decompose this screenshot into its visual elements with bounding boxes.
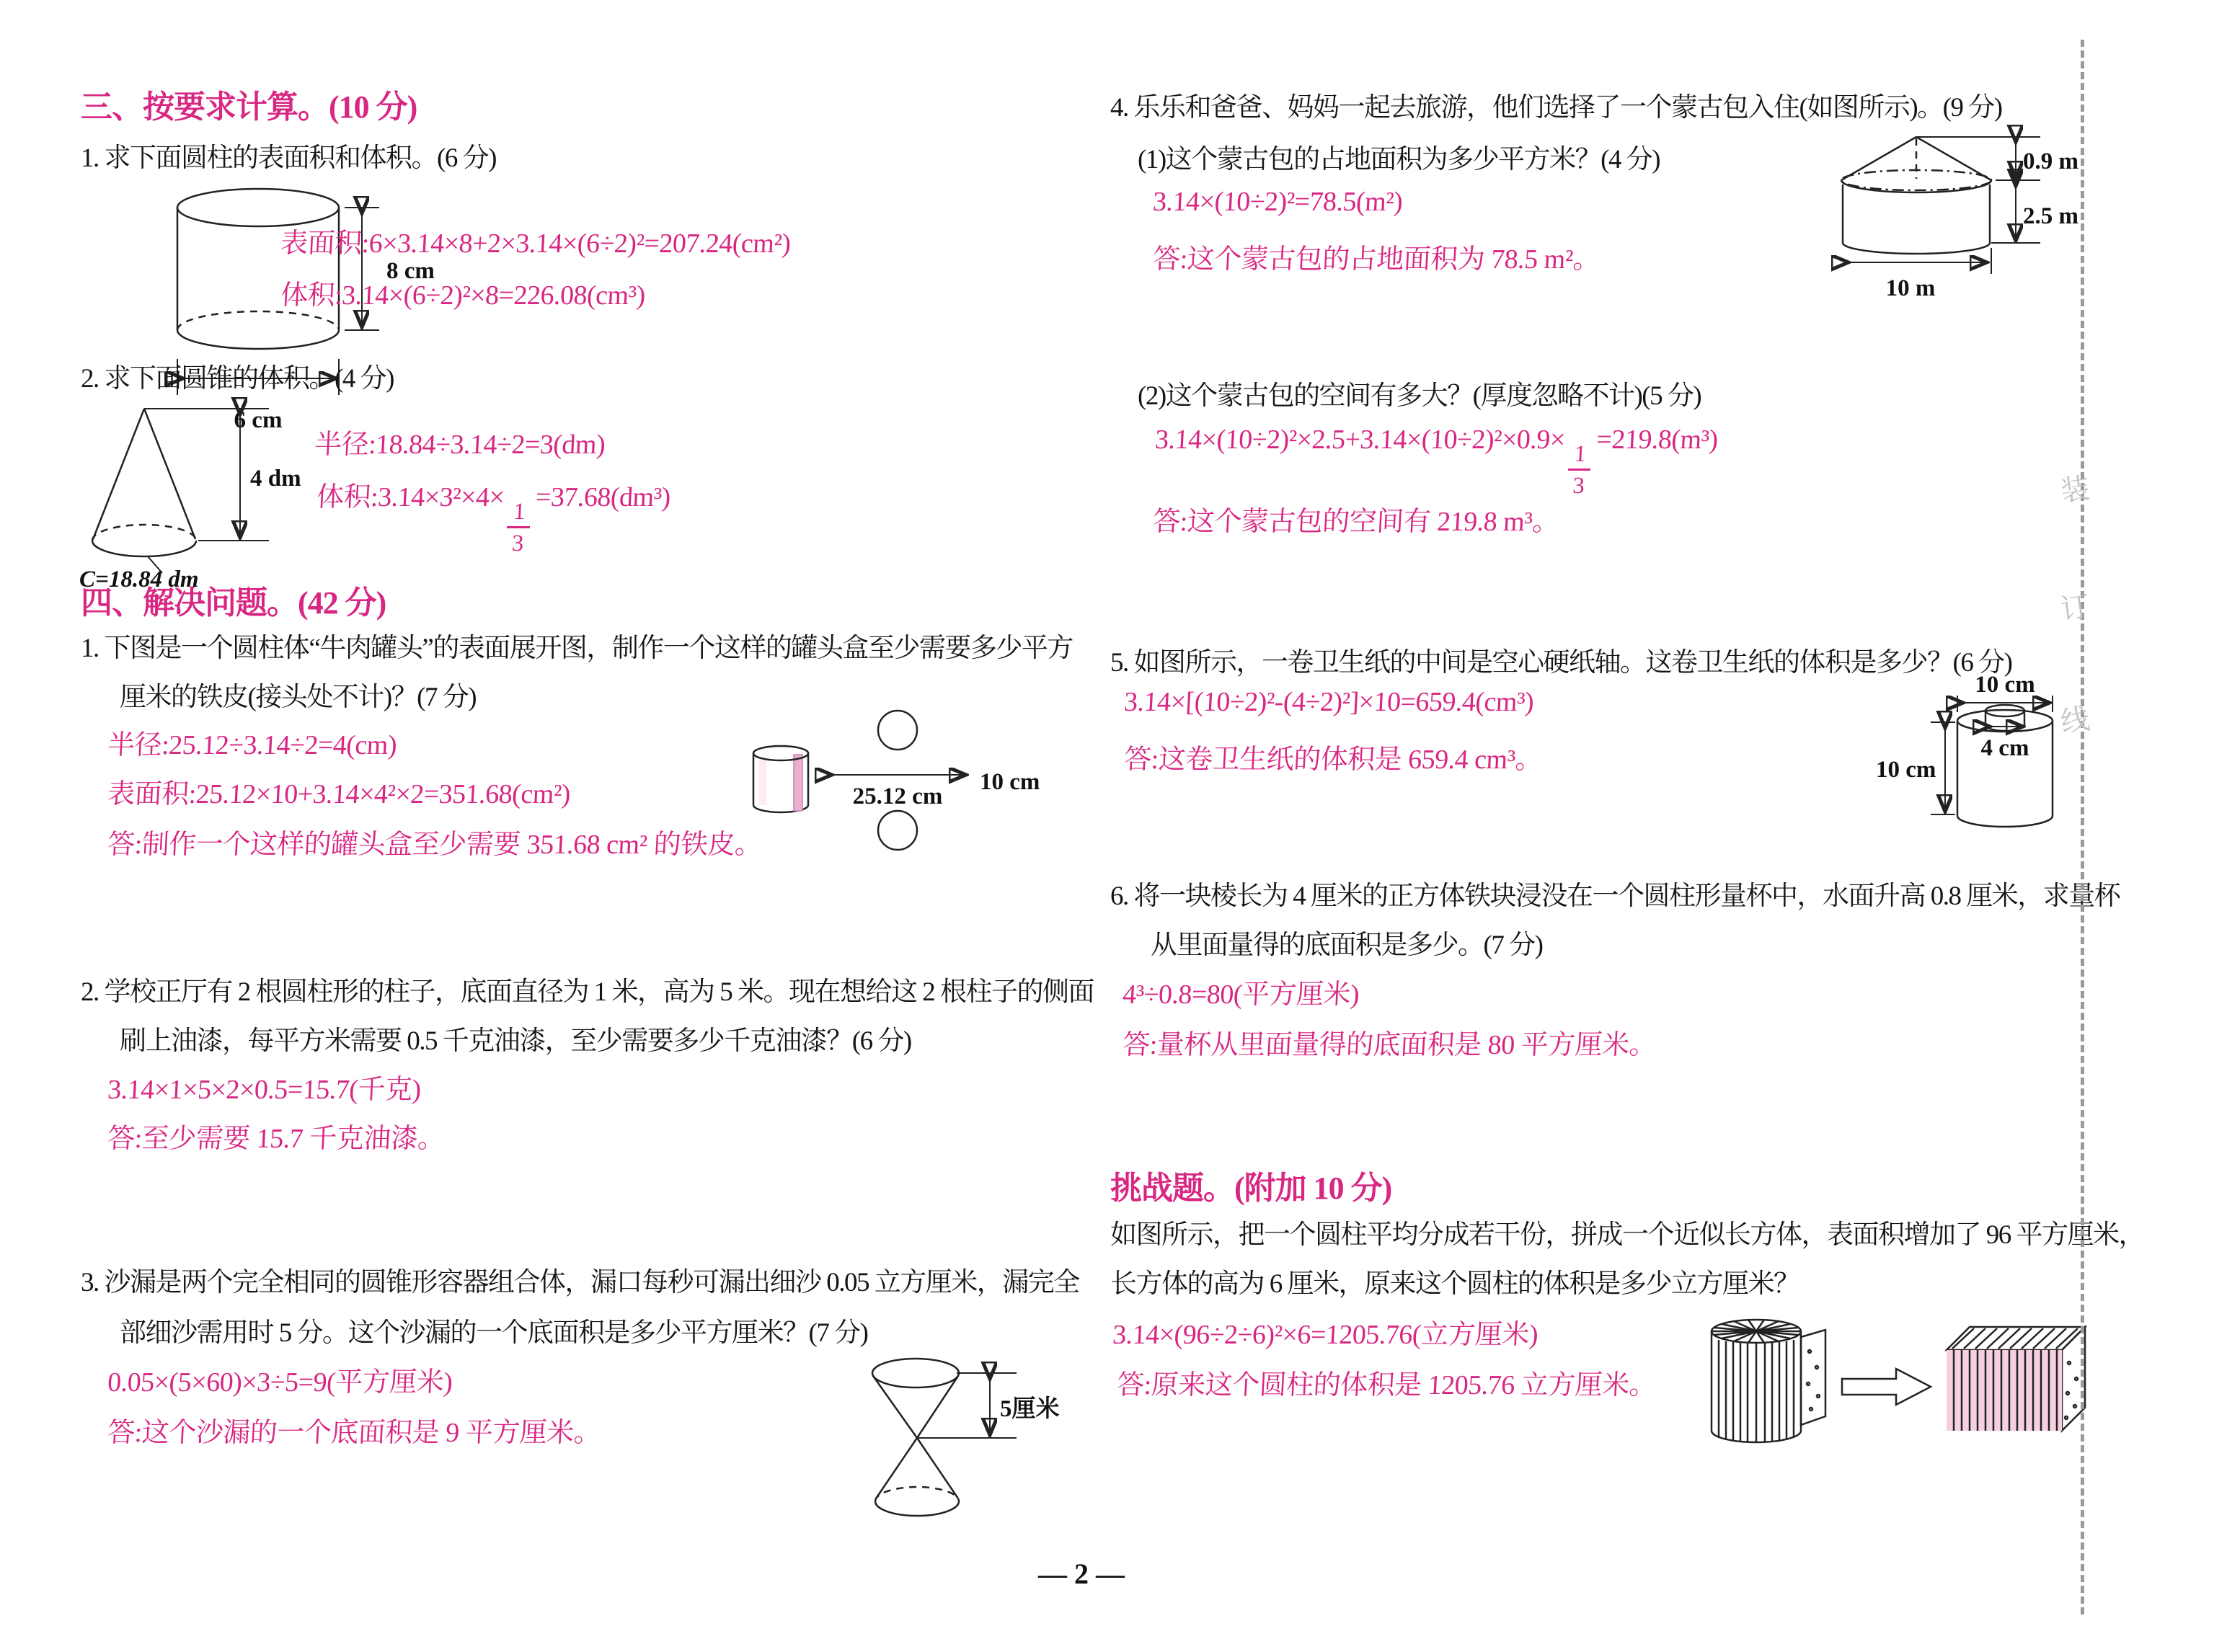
formula-pre: 3.14×(10÷2)²×2.5+3.14×(10÷2)²×0.9×	[1154, 425, 1566, 455]
s3p1-surface-answer: 表面积:6×3.14×8+2×3.14×(6÷2)²=207.24(cm²)	[280, 228, 792, 259]
yurt-wall-height-label: 2.5 m	[2023, 203, 2078, 229]
binding-char-xian: 线	[2058, 702, 2092, 739]
transform-arrow	[1842, 1369, 1931, 1405]
fraction-one-third	[1567, 442, 1593, 497]
binding-dashed-line	[2081, 40, 2084, 1615]
page-number: — 2 —	[1038, 1558, 1125, 1590]
binding-char-ding: 订	[2058, 590, 2092, 626]
challenge-line2: 长方体的高为 6 厘米，原来这个圆柱的体积是多少立方厘米？	[1110, 1269, 1799, 1299]
prism-top-hatch	[1952, 1328, 2078, 1349]
s4p2-answer: 3.14×1×5×2×0.5=15.7(千克)	[107, 1075, 422, 1105]
yurt-diameter-label: 10 m	[1885, 275, 1936, 301]
s4p4-q2-text: (2)这个蒙古包的空间有多大？(厚度忽略不计)(5 分)	[1138, 381, 1701, 411]
s4p3-line2: 部细沙需用时 5 分。这个沙漏的一个底面积是多少平方厘米？(7 分)	[120, 1318, 868, 1348]
s3p1-text: 1. 求下面圆柱的表面积和体积。(6 分)	[81, 143, 496, 173]
s4p5-final-answer: 答:这卷卫生纸的体积是 659.4 cm³。	[1123, 745, 1544, 775]
formula-pre: 体积:3.14×3²×4×	[316, 482, 505, 512]
can-unfold-diagram	[732, 703, 1078, 869]
s4p4-text: 4. 乐乐和爸爸、妈妈一起去旅游，他们选择了一个蒙古包入住(如图所示)。(9 分)	[1110, 93, 2002, 123]
cylinder-diameter-label: 6 cm	[234, 407, 283, 433]
fraction-denominator: 3	[1572, 472, 1585, 499]
binding-char-zhuang: 装	[2058, 471, 2092, 508]
cone-circumference-label: C=18.84 dm	[79, 567, 199, 592]
s4p4-q2-answer	[1152, 424, 1719, 497]
s4p4-q1-text: (1)这个蒙古包的占地面积为多少平方米？(4 分)	[1138, 145, 1660, 174]
fraction-denominator: 3	[511, 530, 524, 556]
s4p1-surface-answer: 表面积:25.12×10+3.14×4²×2=351.68(cm²)	[107, 779, 572, 809]
challenge-line1: 如图所示，把一个圆柱平均分成若干份，拼成一个近似长方体，表面积增加了 96 平方厘米，	[1110, 1220, 2144, 1250]
s3p2-volume-answer	[314, 474, 671, 554]
s3p2-text: 2. 求下面圆锥的体积。(4 分)	[81, 364, 394, 394]
s4p5-text: 5. 如图所示，一卷卫生纸的中间是空心硬纸轴。这卷卫生纸的体积是多少？(6 分)	[1110, 648, 2012, 678]
section3-heading: 三、按要求计算。(10 分)	[81, 89, 417, 125]
s4p1-radius-answer: 半径:25.12÷3.14÷2=4(cm)	[107, 730, 398, 760]
s4p6-final-answer: 答:量杯从里面量得的底面积是 80 平方厘米。	[1122, 1030, 1657, 1060]
hourglass-height-label: 5厘米	[1000, 1396, 1060, 1422]
can-width-label: 25.12 cm	[852, 783, 943, 809]
s4p4-q1-final-answer: 答:这个蒙古包的占地面积为 78.5 m²。	[1152, 244, 1601, 275]
s4p1-line1: 1. 下图是一个圆柱体“牛肉罐头”的表面展开图，制作一个这样的罐头盒至少需要多少平方	[81, 634, 1073, 663]
s3p2-radius-answer: 半径:18.84÷3.14÷2=3(dm)	[314, 430, 606, 460]
formula-post: =37.68(dm³)	[534, 482, 671, 512]
can-height-label: 10 cm	[980, 769, 1040, 795]
hourglass-diagram	[847, 1344, 1085, 1560]
s4p2-final-answer: 答:至少需要 15.7 千克油漆。	[107, 1124, 446, 1154]
challenge-answer: 3.14×(96÷2÷6)²×6=1205.76(立方厘米)	[1112, 1320, 1539, 1350]
roll-inner-label: 4 cm	[1980, 735, 2029, 761]
wedge-speckles	[1807, 1350, 1820, 1411]
prism-side-speckles	[2065, 1362, 2078, 1419]
s4p3-final-answer: 答:这个沙漏的一个底面积是 9 平方厘米。	[107, 1418, 602, 1448]
s3p1-volume-answer: 体积:3.14×(6÷2)²×8=226.08(cm³)	[280, 280, 646, 311]
s4p6-line2: 从里面量得的底面积是多少。(7 分)	[1151, 931, 1543, 960]
cone-height-label: 4 dm	[250, 466, 301, 492]
s4p4-q2-final-answer: 答:这个蒙古包的空间有 219.8 m³。	[1152, 507, 1560, 537]
s4p2-line2: 刷上油漆，每平方米需要 0.5 千克油漆，至少需要多少千克油漆？(6 分)	[120, 1026, 911, 1056]
s4p6-answer: 4³÷0.8=80(平方厘米)	[1122, 980, 1360, 1010]
fraction-one-third	[505, 499, 531, 555]
s4p3-answer: 0.05×(5×60)×3÷5=9(平方厘米)	[107, 1367, 453, 1398]
s4p1-line2: 厘米的铁皮(接头处不计)？(7 分)	[120, 683, 477, 712]
cylinder-to-prism-diagram	[1701, 1315, 2091, 1553]
roll-outer-label: 10 cm	[1975, 672, 2035, 698]
s4p1-final-answer: 答:制作一个这样的罐头盒至少需要 351.68 cm² 的铁皮。	[107, 830, 763, 860]
formula-post: =219.8(m³)	[1595, 425, 1719, 455]
challenge-final-answer: 答:原来这个圆柱的体积是 1205.76 立方厘米。	[1116, 1370, 1657, 1400]
cylinder-height-label: 8 cm	[386, 258, 435, 284]
can-seam	[794, 755, 802, 811]
cylinder-stripes	[1719, 1340, 1794, 1442]
section4-heading: 四、解决问题。(42 分)	[81, 585, 386, 621]
s4p3-line1: 3. 沙漏是两个完全相同的圆锥形容器组合体，漏口每秒可漏出细沙 0.05 立方厘米，漏完全	[81, 1268, 1079, 1297]
yurt-cone-height-label: 0.9 m	[2023, 148, 2078, 174]
s4p4-q1-answer: 3.14×(10÷2)²=78.5(m²)	[1152, 187, 1404, 217]
yurt-diagram	[1831, 117, 2084, 333]
challenge-heading: 挑战题。(附加 10 分)	[1110, 1171, 1392, 1206]
fraction-numerator: 1	[507, 499, 531, 528]
s4p6-line1: 6. 将一块棱长为 4 厘米的正方体铁块浸没在一个圆柱形量杯中，水面升高 0.8 厘米，求量杯	[1110, 881, 2120, 911]
fraction-numerator: 1	[1568, 442, 1593, 471]
s4p5-answer: 3.14×[(10÷2)²-(4÷2)²]×10=659.4(cm³)	[1123, 687, 1535, 717]
s4p2-line1: 2. 学校正厅有 2 根圆柱形的柱子，底面直径为 1 米，高为 5 米。现在想给这 2 根柱子的侧面	[81, 977, 1094, 1007]
roll-height-label: 10 cm	[1876, 757, 1936, 783]
